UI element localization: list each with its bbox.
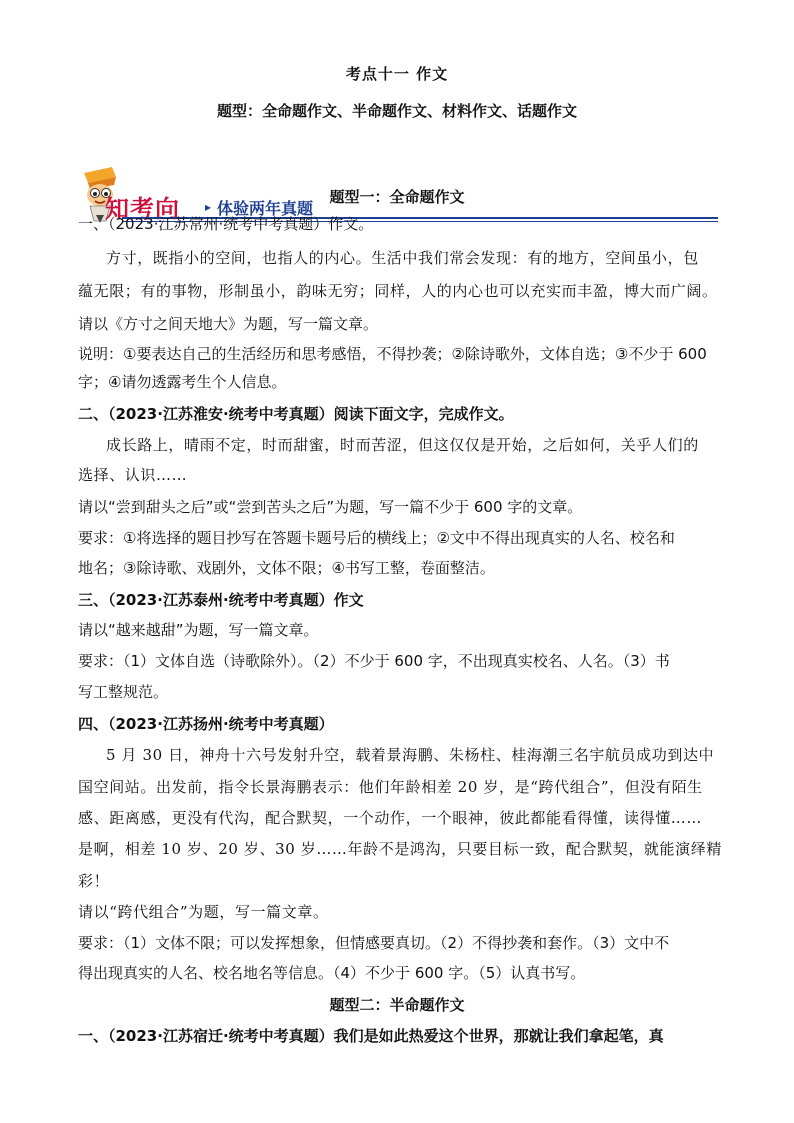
question-material: 蕴无限；有的事物，形制虽小，韵味无穷；同样，人的内心也可以充实而丰盈，博大而广阔。	[78, 282, 718, 300]
question-prompt: 请以“尝到甜头之后”或“尝到苦头之后”为题，写一篇不少于 600 字的文章。	[78, 498, 583, 516]
question-requirements: 得出现真实的人名、校名地名等信息。（4）不少于 600 字。（5）认真书写。	[78, 964, 586, 982]
question-requirements: 写工整规范。	[78, 683, 169, 701]
question-requirements: 地名；③除诗歌、戏剧外，文体不限；④书写工整，卷面整洁。	[78, 559, 495, 577]
question-prompt: 请以“越来越甜”为题，写一篇文章。	[78, 621, 319, 639]
question-prompt: 请以“跨代组合”为题，写一篇文章。	[78, 903, 329, 921]
question-requirements: 要求：（1）文体自选（诗歌除外）。（2）不少于 600 字，不出现真实校名、人名。（3）书	[78, 652, 670, 670]
question-types: 题型：全命题作文、半命题作文、材料作文、话题作文	[216, 102, 577, 120]
question-material: 感、距离感，更没有代沟，配合默契，一个动作，一个眼神，彼此都能看得懂，读得懂……	[78, 809, 703, 827]
question-material: 国空间站。出发前，指令长景海鹏表示：他们年龄相差 20 岁，是“跨代组合”，但没有陌生	[78, 778, 703, 796]
question-title: 一、（2023·江苏宿迁·统考中考真题）我们是如此热爱这个世界，那就让我们拿起笔，真	[78, 1027, 664, 1045]
question-title: 三、（2023·江苏泰州·统考中考真题）作文	[78, 591, 364, 609]
question-material: 方寸，既指小的空间，也指人的内心。生活中我们常会发现：有的地方，空间虽小，包	[106, 249, 699, 267]
question-title: 四、（2023·江苏扬州·统考中考真题）	[78, 715, 334, 733]
question-requirements: 字；④请勿透露考生个人信息。	[78, 373, 287, 391]
question-material: 选择、认识……	[78, 466, 188, 484]
question-title: 一、（2023·江苏常州·统考中考真题）作文。	[78, 215, 374, 233]
banner-subtitle: 体验两年真题	[217, 199, 314, 218]
section-heading-2: 题型二：半命题作文	[329, 996, 465, 1014]
question-material: 成长路上，晴雨不定，时而甜蜜，时而苦涩，但这仅仅是开始，之后如何，关乎人们的	[106, 436, 699, 454]
question-prompt: 请以《方寸之间天地大》为题，写一篇文章。	[78, 315, 379, 333]
question-material: 是啊，相差 10 岁、20 岁、30 岁……年龄不是鸿沟，只要目标一致，配合默契，就能演绎精	[78, 840, 722, 858]
question-title: 二、（2023·江苏淮安·统考中考真题）阅读下面文字，完成作文。	[78, 405, 514, 423]
question-material: 彩！	[78, 872, 110, 890]
brand-label: 知考向	[105, 195, 180, 223]
section-heading-1: 题型一：全命题作文	[329, 188, 465, 206]
question-requirements: 说明：①要表达自己的生活经历和思考感悟，不得抄袭；②除诗歌外，文体自选；③不少于 600	[78, 345, 707, 363]
question-requirements: 要求：①将选择的题目抄写在答题卡题号后的横线上；②文中不得出现真实的人名、校名和	[78, 529, 675, 547]
arrow-icon: ▸	[205, 200, 212, 214]
question-requirements: 要求：（1）文体不限；可以发挥想象，但情感要真切。（2）不得抄袭和套作。（3）文中不	[78, 934, 670, 952]
question-material: 5 月 30 日，神舟十六号发射升空，载着景海鹏、朱杨柱、桂海潮三名宇航员成功到达中	[106, 746, 715, 764]
page-title: 考点十一 作文	[345, 65, 449, 83]
